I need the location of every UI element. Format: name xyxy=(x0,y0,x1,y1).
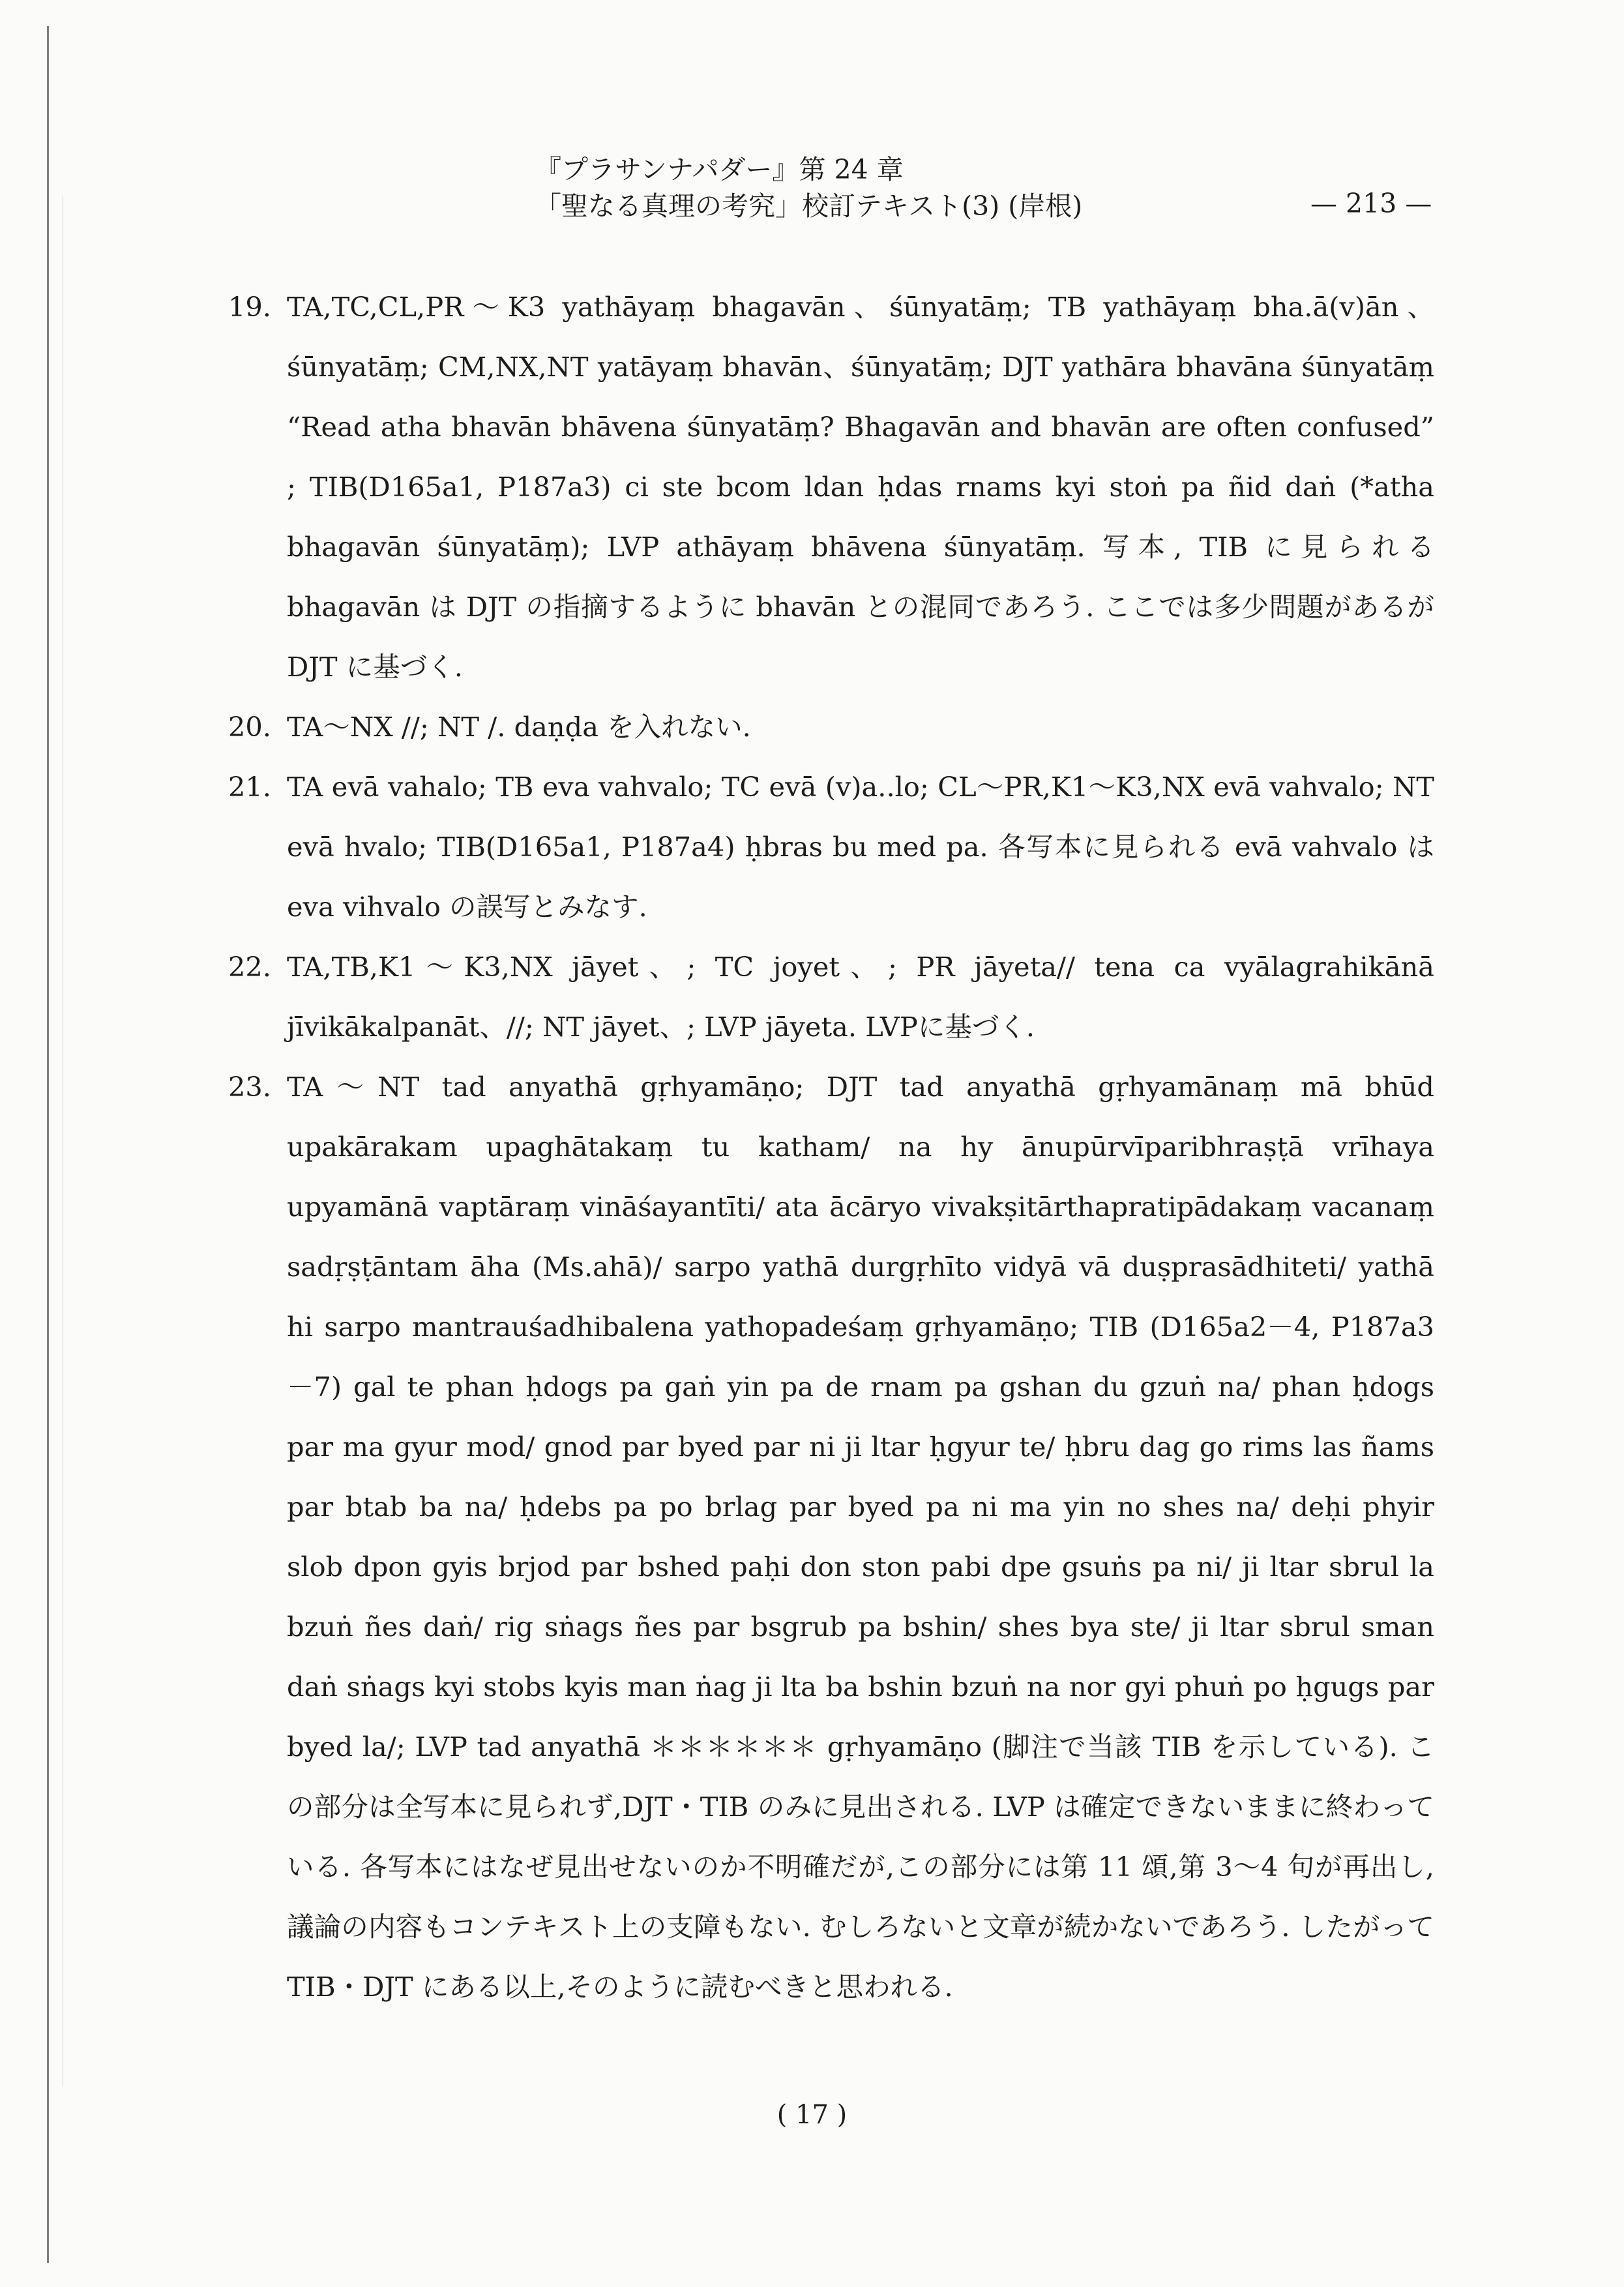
note-22 xyxy=(228,937,1434,1057)
note-text: TA,TB,K1～K3,NX jāyet、; TC joyet、; PR jāyeta// tena ca vyālagrahikānā jīvikākalpanāt、//; NT jāyet、; LVP jāyeta. LVPに基づく. xyxy=(287,951,1434,1043)
note-number: 20. xyxy=(228,711,271,743)
page-number: — 213 — xyxy=(1310,188,1432,219)
note-20 xyxy=(228,697,1434,757)
note-number: 22. xyxy=(228,951,271,983)
note-21 xyxy=(228,757,1434,937)
note-23 xyxy=(228,1057,1434,2017)
running-header xyxy=(535,151,1187,224)
note-number: 21. xyxy=(228,771,271,803)
note-text: TA～NT tad anyathā gṛhyamāṇo; DJT tad anyathā gṛhyamānaṃ mā bhūd upakārakam upaghātakaṃ tu katham/ na hy ānupūrvīparibhraṣṭā vrīhaya upyamānā vaptāraṃ vināśayantīti/ ata ācāryo vivakṣitārthapratipādakaṃ vacanaṃ sadṛṣṭāntam āha (Ms.ahā)/ sarpo yathā durgṛhīto vidyā vā duṣprasādhiteti/ yathā hi sarpo mantrauśadhibalena yathopadeśaṃ gṛhyamāṇo; TIB (D165a2－4, P187a3－7) gal te phan ḥdogs pa gaṅ yin pa de rnam pa gshan du gzuṅ na/ phan ḥdogs par ma gyur mod/ gnod par byed par ni ji ltar ḥgyur te/ ḥbru dag go rims las ñams par btab ba na/ ḥdebs pa po brlag par byed pa ni ma yin no shes na/ deḥi phyir slob dpon gyis brjod par bshed paḥi don ston pabi dpe gsuṅs pa ni/ ji ltar sbrul la bzuṅ ñes daṅ/ rig sṅags ñes par bsgrub pa bshin/ shes bya ste/ ji ltar sbrul sman daṅ sṅags kyi stobs kyis man ṅag ji lta ba bshin bzuṅ na nor gyi phuṅ po ḥgugs par byed la/; LVP tad anyathā ＊＊＊＊＊＊ gṛhyamāṇo (脚注で当該 TIB を示している). この部分は全写本に見られず,DJT・TIB のみに見出される. LVP は確定できないままに終わっている. 各写本にはなぜ見出せないのか不明確だが,この部分には第 11 頌,第 3～4 句が再出し, 議論の内容もコンテキスト上の支障もない. むしろないと文章が続かないであろう. したがって TIB・DJT にある以上,そのように読むべきと思われる. xyxy=(287,1071,1434,2003)
note-text: TA evā vahalo; TB eva vahvalo; TC evā (v)a..lo; CL～PR,K1～K3,NX evā vahvalo; NT evā hvalo; TIB(D165a1, P187a4) ḥbras bu med pa. 各写本に見られる evā vahvalo は eva vihvalo の誤写とみなす. xyxy=(287,771,1434,923)
note-number: 19. xyxy=(228,291,271,323)
note-number: 23. xyxy=(228,1071,271,1103)
page-footer-label: ( 17 ) xyxy=(776,2100,848,2130)
header-title-line-1: 『プラサンナパダー』第 24 章 xyxy=(535,154,904,185)
note-text: TA～NX //; NT /. daṇḍa を入れない. xyxy=(287,711,751,743)
note-19 xyxy=(228,277,1434,697)
footnote-list xyxy=(228,277,1434,2017)
note-text: TA,TC,CL,PR～K3 yathāyaṃ bhagavān、śūnyatāṃ; TB yathāyaṃ bha.ā(v)ān、śūnyatāṃ; CM,NX,NT yatāyaṃ bhavān、śūnyatāṃ; DJT yathāra bhavāna śūnyatāṃ “Read atha bhavān bhāvena śūnyatāṃ? Bhagavān and bhavān are often confused” ; TIB(D165a1, P187a3) ci ste bcom ldan ḥdas rnams kyi stoṅ pa ñid daṅ (*atha bhagavān śūnyatāṃ); LVP athāyaṃ bhāvena śūnyatāṃ. 写本, TIB に見られる bhagavān は DJT の指摘するように bhavān との混同であろう. ここでは多少問題があるが DJT に基づく. xyxy=(287,291,1434,683)
header-title-line-2: 「聖なる真理の考究」校訂テキスト(3) (岸根) xyxy=(535,190,1083,222)
scan-binding-edge xyxy=(47,26,49,2263)
